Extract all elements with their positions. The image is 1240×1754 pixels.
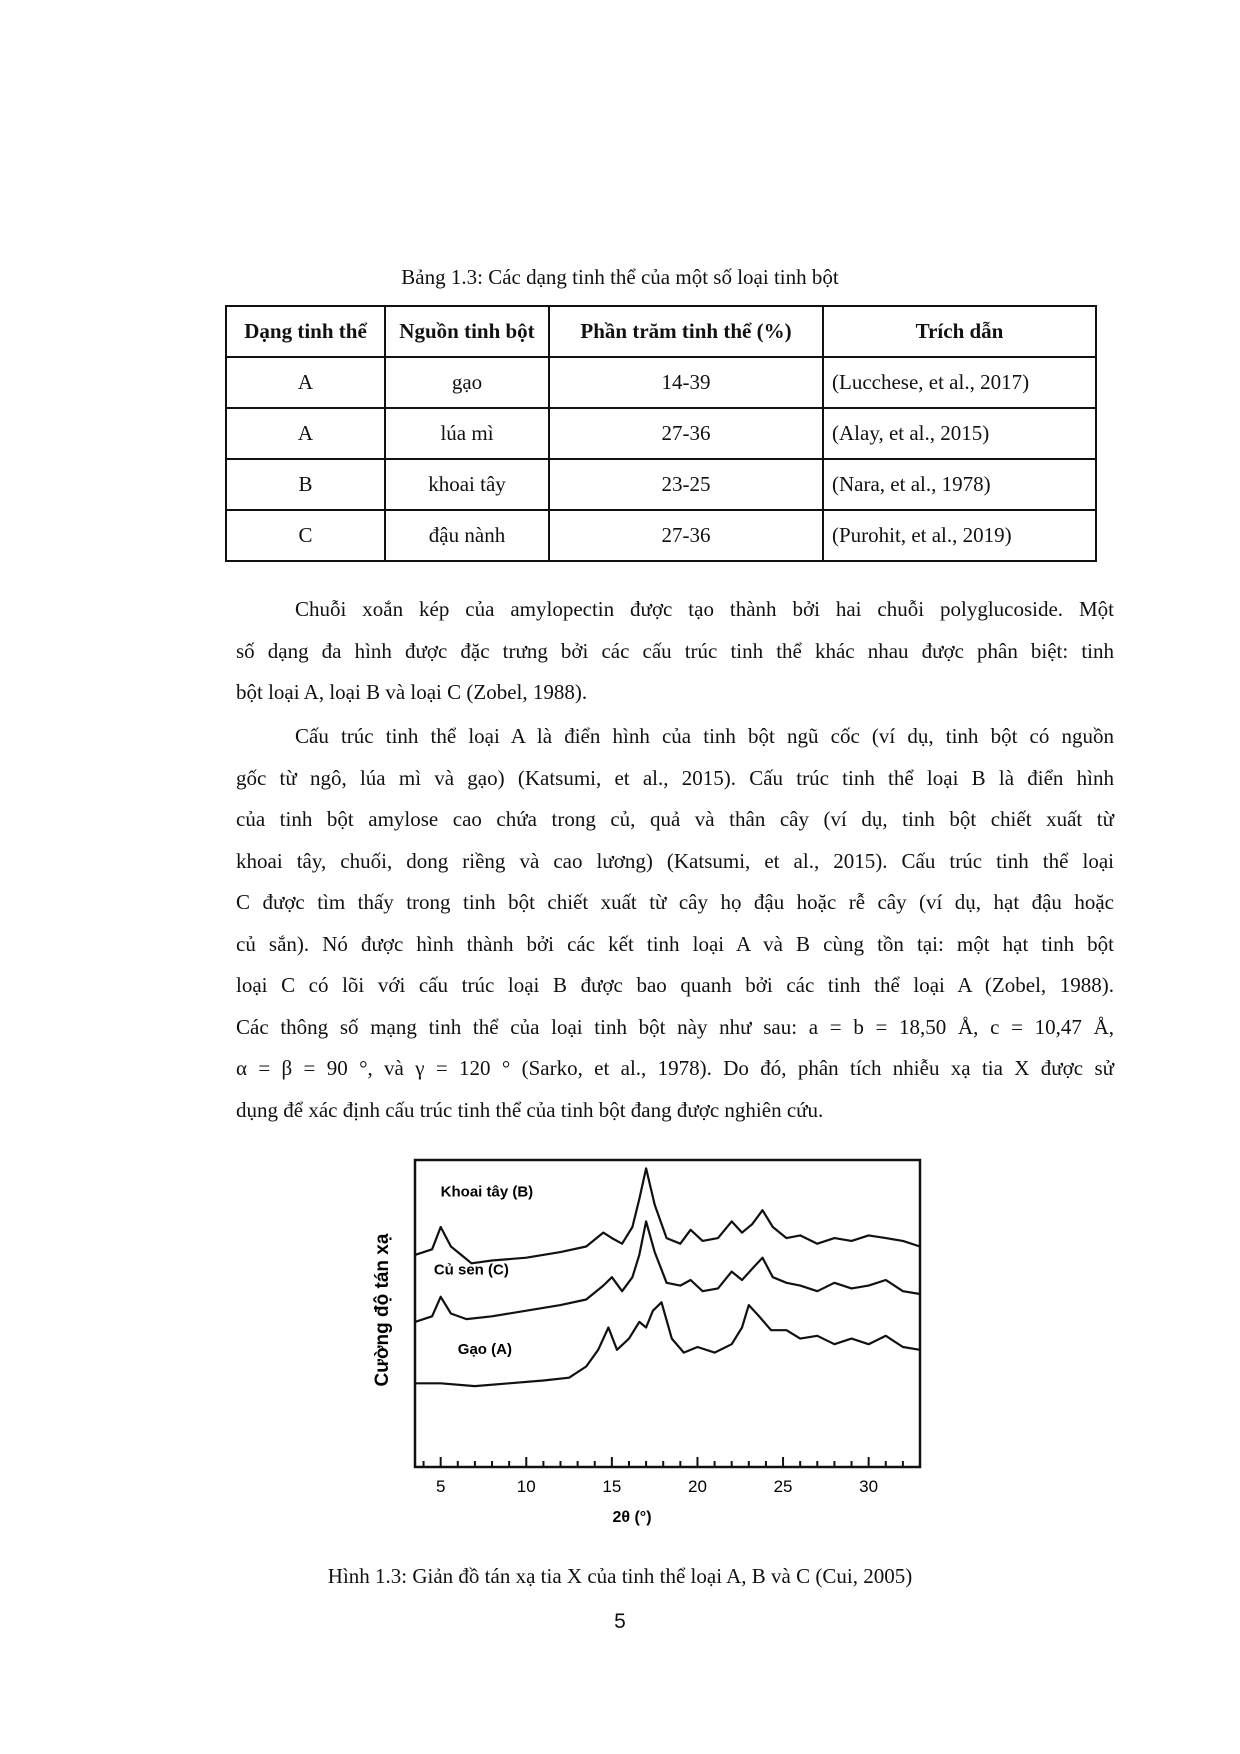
series-label: Củ sen (C): [433, 1261, 509, 1279]
paragraph-line: Các thông số mạng tinh thể của loại tinh bột này như sau: a = b = 18,50 Å, c = 10,47 Å,: [236, 1014, 1114, 1039]
table-row: [226, 357, 1096, 408]
x-tick-label: 20: [687, 1477, 707, 1496]
paragraph-line: bột loại A, loại B và loại C (Zobel, 1988).: [236, 680, 588, 704]
cell-crystal-percent: 27-36: [549, 408, 823, 459]
table-caption: Bảng 1.3: Các dạng tinh thể của một số loại tinh bột: [401, 265, 839, 289]
header-citation: Trích dẫn: [823, 306, 1096, 357]
paragraph-line: C được tìm thấy trong tinh bột chiết xuất từ cây họ đậu hoặc rễ cây (ví dụ, hạt đậu hoặc: [236, 890, 1114, 914]
x-tick-label: 5: [435, 1477, 446, 1496]
paragraph-line: Chuỗi xoắn kép của amylopectin được tạo thành bởi hai chuỗi polyglucoside. Một: [295, 597, 1114, 621]
paragraph-line: củ sắn). Nó được hình thành bởi các kết tinh loại A và B cùng tồn tại: một hạt tinh bột: [236, 931, 1114, 956]
cell-crystal-percent: 14-39: [549, 357, 823, 408]
cell-starch-source: gạo: [385, 357, 549, 408]
x-tick-label: 15: [602, 1477, 622, 1496]
cell-crystal-type: C: [226, 510, 385, 561]
cell-crystal-percent: 23-25: [549, 459, 823, 510]
cell-crystal-type: A: [226, 408, 385, 459]
paragraph-line: loại C có lõi với cấu trúc loại B được bao quanh bởi các tinh thể loại A (Zobel, 1988).: [236, 973, 1114, 997]
header-starch-source: Nguồn tinh bột: [385, 306, 549, 357]
cell-citation: (Lucchese, et al., 2017): [823, 357, 1096, 408]
paragraph-line: số dạng đa hình được đặc trưng bởi các cấu trúc tinh thể khác nhau được phân biệt: tinh: [236, 638, 1114, 663]
crystal-type-table: [225, 305, 1097, 562]
x-tick-label: 25: [773, 1477, 793, 1496]
x-axis-tick-labels: [436, 1477, 878, 1496]
x-axis-label: 2θ (°): [612, 1509, 652, 1526]
paragraph-double-helix: [236, 589, 1114, 714]
header-crystal-percent: Phần trăm tinh thể (%): [549, 306, 823, 357]
cell-starch-source: khoai tây: [385, 459, 549, 510]
cell-starch-source: đậu nành: [385, 510, 549, 561]
cell-citation: (Nara, et al., 1978): [823, 459, 1096, 510]
xrd-chart: [360, 1150, 930, 1540]
series-labels: [434, 1183, 533, 1358]
series-label: Gạo (A): [457, 1340, 512, 1358]
cell-crystal-percent: 27-36: [549, 510, 823, 561]
header-crystal-type: Dạng tinh thể: [226, 306, 385, 357]
paragraph-line: khoai tây, chuối, dong riềng và cao lương) (Katsumi, et al., 2015). Cấu trúc tinh thể loại: [236, 848, 1114, 873]
cell-citation: (Alay, et al., 2015): [823, 408, 1096, 459]
xrd-figure: [360, 1150, 930, 1540]
paragraph-line: α = β = 90 °, và γ = 120 ° (Sarko, et al., 1978). Do đó, phân tích nhiễu xạ tia X được sử: [236, 1056, 1114, 1080]
page-number: 5: [614, 1610, 626, 1633]
table-row: [226, 459, 1096, 510]
table-row: [226, 408, 1096, 459]
paragraph-line: Cấu trúc tinh thể loại A là điển hình của tinh bột ngũ cốc (ví dụ, tinh bột có nguồn: [295, 724, 1114, 748]
cell-starch-source: lúa mì: [385, 408, 549, 459]
cell-crystal-type: A: [226, 357, 385, 408]
paragraph-line: dụng để xác định cấu trúc tinh thể của tinh bột đang được nghiên cứu.: [236, 1097, 824, 1122]
cell-citation: (Purohit, et al., 2019): [823, 510, 1096, 561]
series-label: Khoai tây (B): [440, 1183, 534, 1201]
x-axis-ticks: [424, 1457, 920, 1467]
paragraph-crystal-structures: [236, 716, 1114, 1131]
table-header-row: [226, 306, 1096, 357]
paragraph-line: gốc từ ngô, lúa mì và gạo) (Katsumi, et al., 2015). Cấu trúc tinh thể loại B là điển hình: [236, 765, 1114, 790]
figure-caption: Hình 1.3: Giản đồ tán xạ tia X của tinh thể loại A, B và C (Cui, 2005): [327, 1564, 913, 1588]
y-axis-label: Cường độ tán xạ: [372, 1233, 393, 1387]
table-row: [226, 510, 1096, 561]
plot-frame: [415, 1160, 920, 1467]
paragraph-line: của tinh bột amylose cao chứa trong củ, quả và thân cây (ví dụ, tinh bột chiết xuất từ: [236, 807, 1114, 831]
x-tick-label: 10: [516, 1477, 536, 1496]
x-tick-label: 30: [859, 1477, 879, 1496]
cell-crystal-type: B: [226, 459, 385, 510]
